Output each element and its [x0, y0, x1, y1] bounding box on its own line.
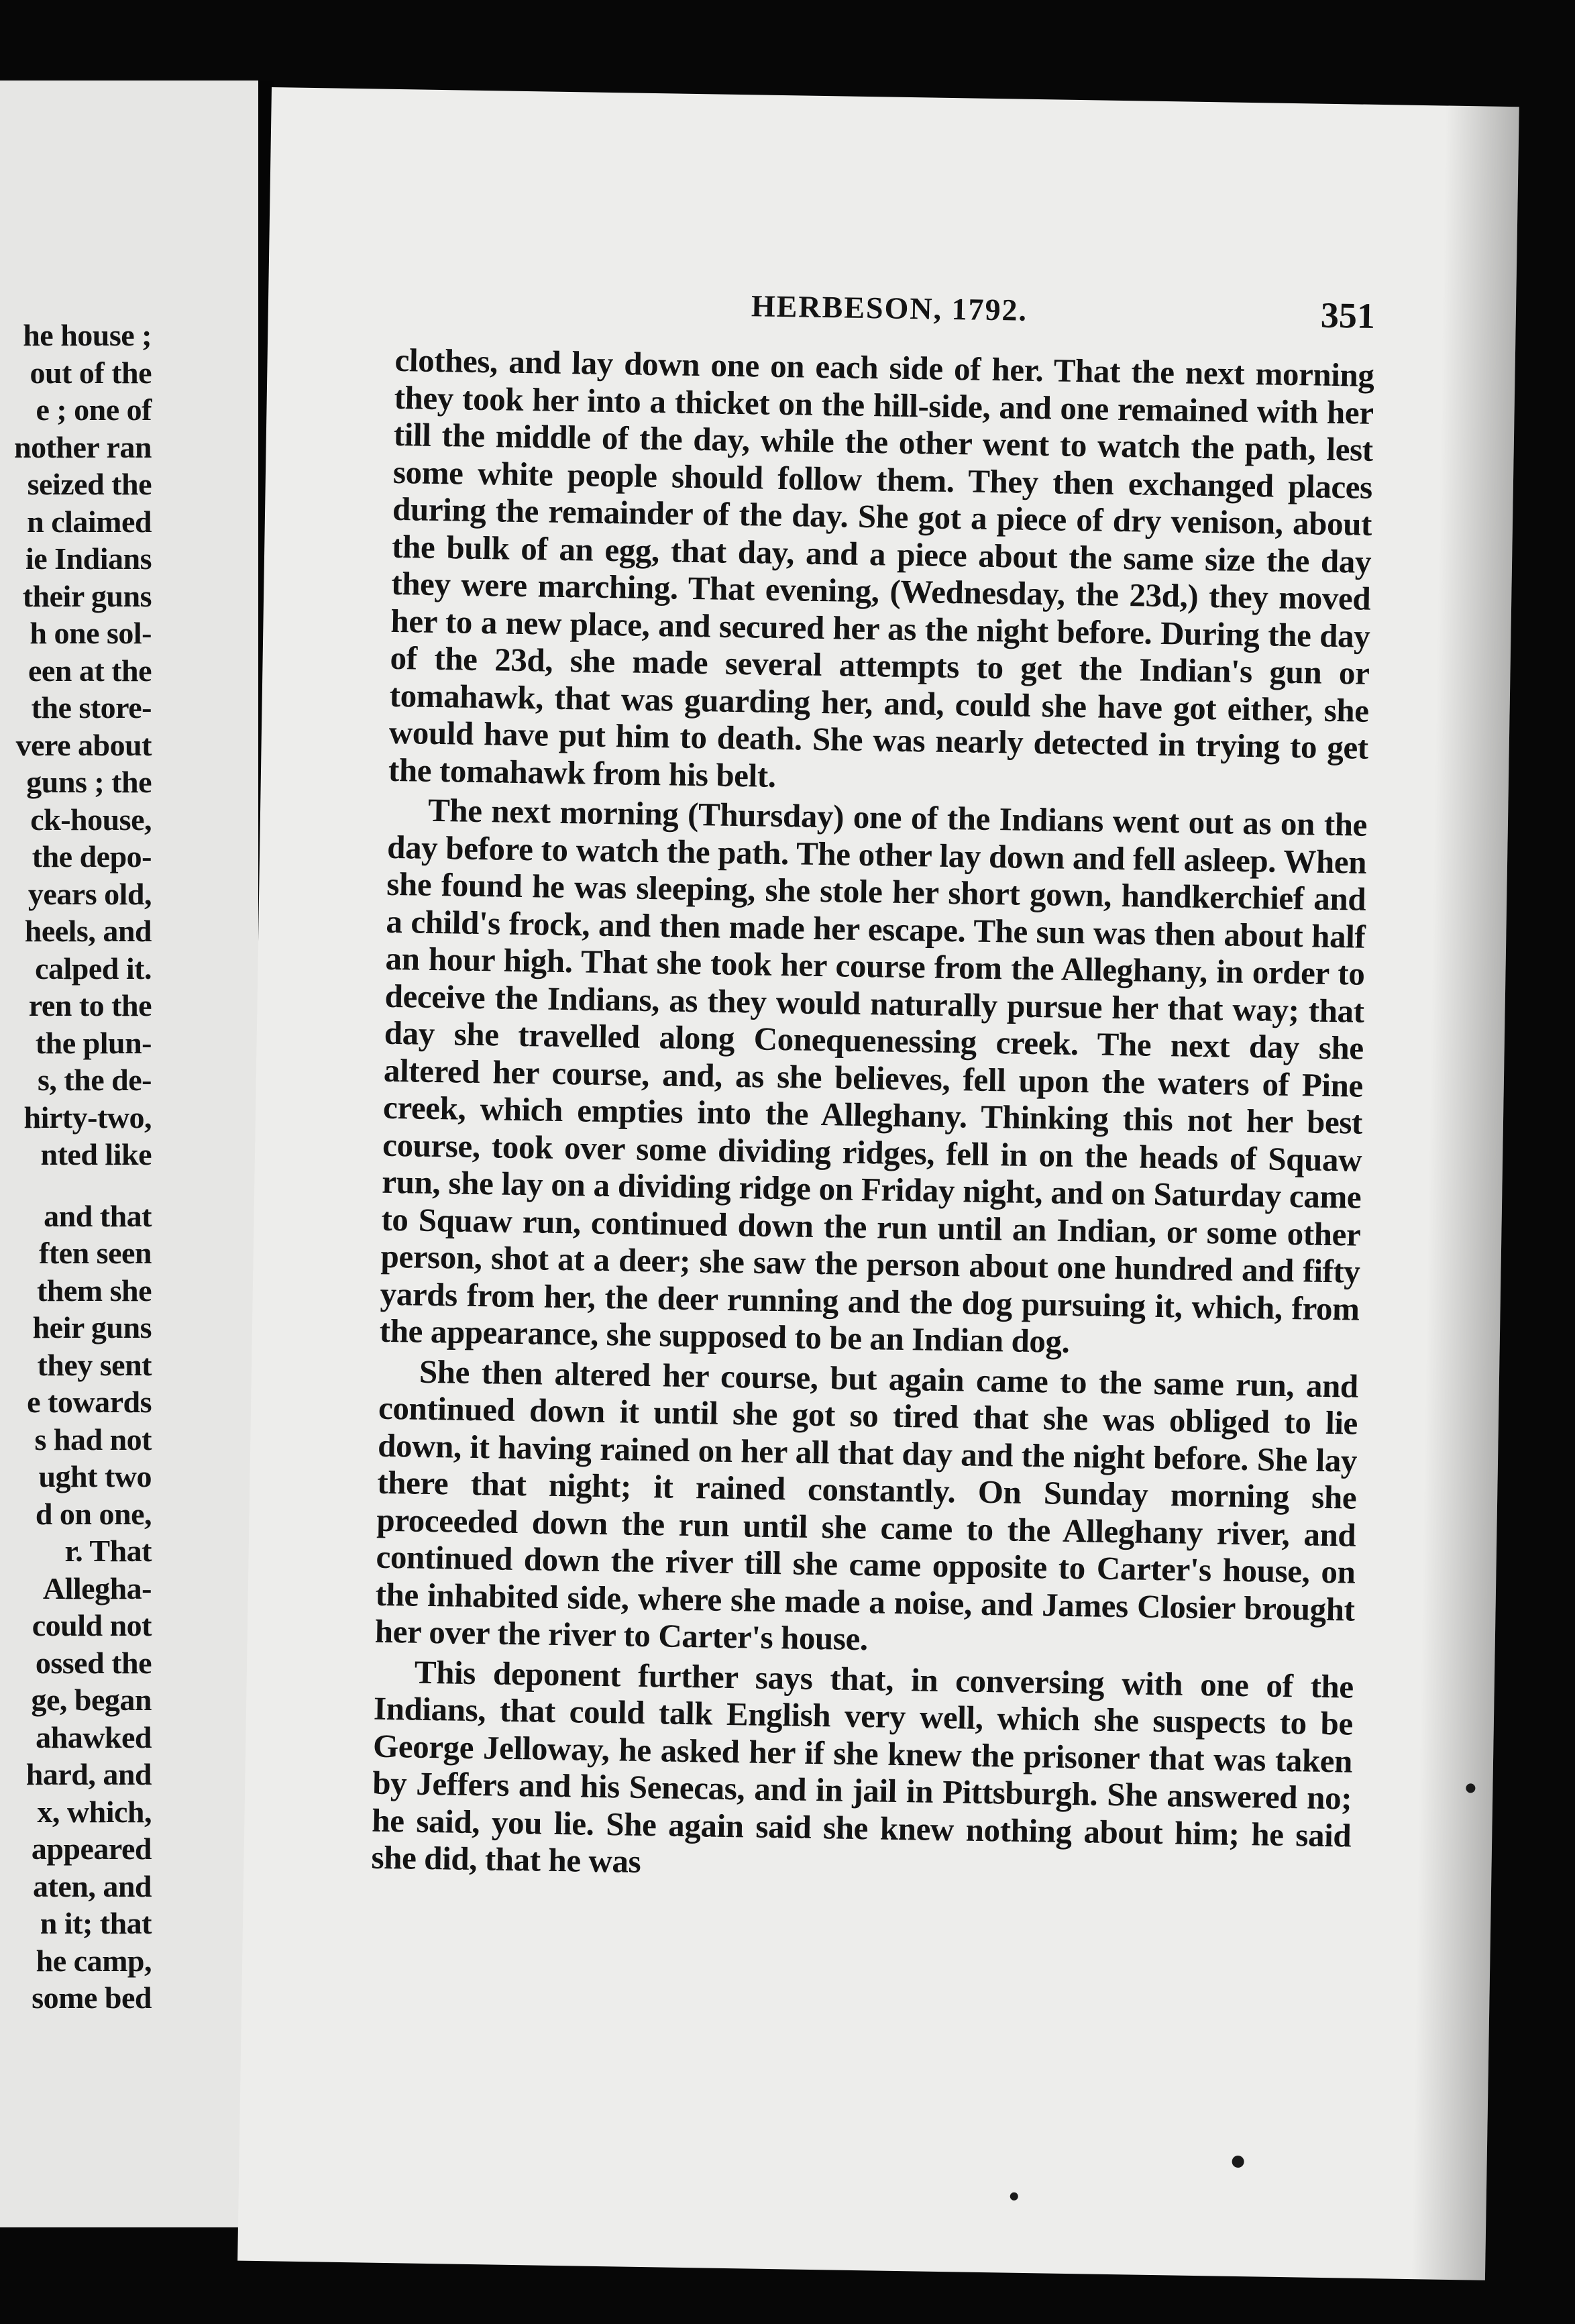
left-page-line: heels, and [24, 914, 152, 948]
page-edge-shadow [1411, 105, 1519, 2280]
left-page-line: een at the [28, 653, 152, 688]
left-page-line: r. That [64, 1534, 152, 1568]
left-page-line: the plun- [35, 1025, 152, 1060]
body-text [371, 341, 1374, 1891]
left-page-line: nother ran [14, 429, 152, 464]
left-page-line: the depo- [32, 839, 152, 874]
left-page-line: e towards [27, 1385, 152, 1419]
left-page-line: x, which, [37, 1794, 152, 1829]
left-page-line: n claimed [27, 504, 152, 539]
left-page-line: hard, and [25, 1757, 152, 1791]
left-page-line: ossed the [35, 1645, 152, 1680]
left-page-line: they sent [37, 1347, 152, 1382]
left-page-line: ught two [38, 1459, 152, 1493]
paragraph: This deponent further says that, in conversing with one of the Indians, that could talk English very well, which she suspects to be George Jelloway, he asked her if she knew the prisoner that was taken by Jeffers and his Senecas, and in jail in Pittsburgh. She answered no; he said, you lie. She again said she knew nothing about him; he said she did, that he was [371, 1653, 1354, 1880]
left-page-line: and that [44, 1198, 152, 1233]
left-page-line: appeared [31, 1832, 152, 1866]
left-page-line: nted like [40, 1137, 152, 1171]
left-page-line: guns ; the [26, 765, 152, 799]
left-page [0, 81, 263, 2227]
left-page-text [0, 317, 152, 2017]
paragraph: The next morning (Thursday) one of the Indians went out as on the day before to watch the path. The other lay down and fell asleep. When she found he was sleeping, she stole her short gown, handkerchief and a child's frock, and then made her escape. The sun was then about half an hour high. That she took her course from the Alleghany, in order to deceive the Indians, as they would naturally pursue her that way; that day she travelled along Conequenessing creek. The next day she altered her course, and, as she believes, fell upon the waters of Pine creek, which empties into the Alleghany. Thinking this not her best course, took over some dividing ridges, fell in on the heads of Squaw run, she lay on a dividing ridge on Friday night, and on Saturday came to Squaw run, continued down the run until an Indian, or some other person, shot at a deer; she saw the person about one hundred and fifty yards from her, the deer running and the dog pursuing it, which, from the appearance, she supposed to be an Indian dog. [379, 791, 1368, 1360]
left-page-line: their guns [22, 578, 152, 613]
left-page-line: heir guns [32, 1310, 152, 1344]
left-page-line: Allegha- [42, 1571, 152, 1605]
left-page-line: aten, and [33, 1868, 152, 1903]
left-page-line: vere about [15, 727, 152, 762]
left-page-line: h one sol- [30, 616, 152, 650]
running-head: HERBESON, 1792. [751, 288, 1028, 327]
right-page [237, 87, 1519, 2280]
left-page-line: could not [32, 1608, 152, 1642]
left-page-line: he house ; [23, 318, 152, 352]
left-page-line: years old, [28, 876, 152, 911]
left-page-line: out of the [30, 355, 152, 390]
left-page-line: d on one, [35, 1496, 152, 1531]
left-page-line: s, the de- [37, 1063, 152, 1097]
left-page-line: some bed [32, 1980, 152, 2015]
left-page-line: s had not [34, 1422, 152, 1457]
ink-blot [1010, 2193, 1018, 2201]
left-page-line: he camp, [36, 1943, 152, 1978]
page-number: 351 [1320, 295, 1376, 336]
left-page-line: calped it. [35, 951, 152, 986]
left-page-line: them she [36, 1273, 152, 1308]
left-page-line: ge, began [31, 1683, 152, 1717]
left-page-line: e ; one of [36, 392, 152, 427]
page-header [268, 280, 1375, 345]
left-page-line: ie Indians [25, 541, 152, 576]
left-page-line: ften seen [39, 1236, 152, 1270]
ink-blot [1232, 2156, 1244, 2168]
left-page-line: ahawked [36, 1720, 152, 1754]
left-page-line: the store- [31, 690, 152, 725]
paragraph: clothes, and lay down one on each side of her. That the next morning they took her into a thicket on the hill-side, and one remained with her till the middle of the day, while the other went to watch the path, lest some white people should follow them. They then exchanged places during the remainder of the day. She got a piece of dry venison, about the bulk of an egg, that day, and a piece about the same size the day they were marching. That evening, (Wednesday, the 23d,) they moved her to a new place, and secured her as the night before. During the day of the 23d, she made several attempts to get the Indian's gun or tomahawk, that was guarding her, and, could she have got either, she would have put him to death. She was nearly detected in trying to get the tomahawk from his belt. [388, 341, 1374, 794]
paragraph: She then altered her course, but again came to the same run, and continued down it until she got so tired that she was obliged to lie down, it having rained on her all that day and the night before. She lay there that night; it rained constantly. On Sunday morning she proceeded down the run until she came to the Alleghany river, and continued down the river till she came opposite to Carter's house, on the inhabited side, where she made a noise, and James Closier brought her over the river to Carter's house. [374, 1353, 1359, 1658]
left-page-line: ren to the [28, 988, 152, 1022]
left-page-line: seized the [27, 467, 152, 501]
left-page-line: ck-house, [30, 802, 152, 837]
left-page-line: n it; that [40, 1906, 152, 1940]
left-page-line: hirty-two, [23, 1100, 152, 1134]
